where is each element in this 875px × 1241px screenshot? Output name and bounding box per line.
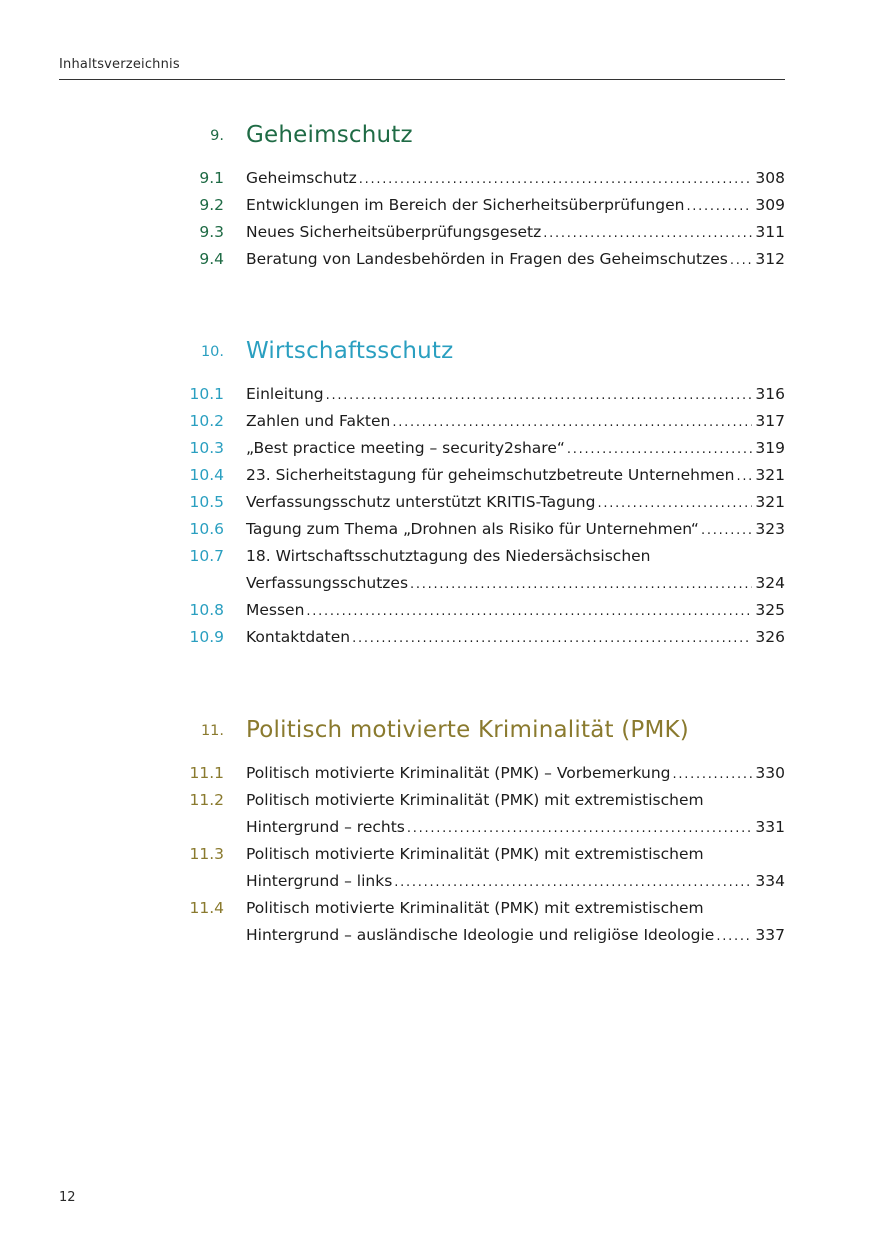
- toc-entry-title: Entwicklungen im Bereich der Sicherheitsüberprüfungen: [246, 196, 685, 214]
- toc-entry-title: Geheimschutz: [246, 169, 357, 187]
- toc-entry-body: [246, 895, 785, 949]
- toc-entry-page: 334: [755, 872, 785, 890]
- toc-entry-body: [246, 597, 785, 624]
- toc-entry[interactable]: [150, 624, 785, 651]
- toc-entry-line: [246, 489, 785, 516]
- toc-entry-title: Politisch motivierte Kriminalität (PMK) mit extremistischem: [246, 845, 704, 863]
- toc-entry-body: [246, 489, 785, 516]
- toc-entry-line: [246, 841, 785, 868]
- toc-entry-line: [246, 922, 785, 949]
- dot-leader: [407, 815, 753, 842]
- toc-entry-page: 323: [755, 520, 785, 538]
- toc-entry-body: [246, 408, 785, 435]
- toc-entry-page: 337: [755, 926, 785, 944]
- toc-entry-page: 324: [755, 574, 785, 592]
- chapter-number: 10.: [200, 344, 224, 360]
- toc-entry-page: 331: [755, 818, 785, 836]
- dot-leader: [543, 220, 752, 247]
- toc-entry[interactable]: [150, 543, 785, 597]
- toc-entry-line: [246, 462, 785, 489]
- toc-entry[interactable]: [150, 435, 785, 462]
- dot-leader: [701, 517, 752, 544]
- toc-entry[interactable]: [150, 841, 785, 895]
- toc-entry-number: 9.4: [199, 250, 224, 268]
- toc-entry-body: [246, 192, 785, 219]
- running-header: Inhaltsverzeichnis: [59, 57, 180, 72]
- toc-entry-line: [246, 814, 785, 841]
- toc-entry-title: Politisch motivierte Kriminalität (PMK) – Vorbemerkung: [246, 764, 671, 782]
- toc-entry-page: 326: [755, 628, 785, 646]
- toc-entry-page: 312: [755, 250, 785, 268]
- toc-entry-body: [246, 435, 785, 462]
- toc-entry-number: 11.4: [189, 899, 224, 917]
- toc-entry-number: 11.2: [189, 791, 224, 809]
- dot-leader: [352, 625, 752, 652]
- toc-entry-page: 325: [755, 601, 785, 619]
- toc-entry[interactable]: [150, 516, 785, 543]
- toc-entry-title: Verfassungsschutz unterstützt KRITIS-Tagung: [246, 493, 596, 511]
- dot-leader: [673, 761, 753, 788]
- toc-entry-line: [246, 246, 785, 273]
- dot-leader: [716, 923, 752, 950]
- dot-leader: [392, 409, 752, 436]
- dot-leader: [359, 166, 753, 193]
- toc-entry-title: Kontaktdaten: [246, 628, 351, 646]
- toc-entry-number: 10.3: [189, 439, 224, 457]
- toc-entry-page: 317: [755, 412, 785, 430]
- toc-entry-title: 18. Wirtschaftsschutztagung des Niedersächsischen: [246, 547, 651, 565]
- toc-entry-title: 23. Sicherheitstagung für geheimschutzbetreute Unternehmen: [246, 466, 735, 484]
- toc-entry-line: [246, 787, 785, 814]
- toc-entry[interactable]: [150, 787, 785, 841]
- toc-entry-line: [246, 624, 785, 651]
- toc-entry-body: [246, 624, 785, 651]
- toc-entry[interactable]: [150, 760, 785, 787]
- chapter-title[interactable]: Geheimschutz: [246, 122, 413, 148]
- toc-section-wirtschaftsschutz: [150, 328, 785, 651]
- toc-entry-line: [246, 165, 785, 192]
- toc-entry-title: Zahlen und Fakten: [246, 412, 391, 430]
- toc-entry[interactable]: [150, 895, 785, 949]
- toc-entry-title: Hintergrund – ausländische Ideologie und religiöse Ideologie: [246, 926, 715, 944]
- chapter-title[interactable]: Wirtschaftsschutz: [246, 338, 454, 364]
- toc-entry-title: „Best practice meeting – security2share“: [246, 439, 565, 457]
- toc-entry[interactable]: [150, 381, 785, 408]
- toc-entry-page: 311: [755, 223, 785, 241]
- toc-entry-number: 11.3: [189, 845, 224, 863]
- toc-entry-page: 309: [755, 196, 785, 214]
- toc-entry-list: [150, 165, 785, 273]
- toc-entry-title: Politisch motivierte Kriminalität (PMK) mit extremistischem: [246, 791, 704, 809]
- toc-entry-number: 9.2: [199, 196, 224, 214]
- toc-entry[interactable]: [150, 219, 785, 246]
- toc-entry-number: 10.7: [189, 547, 224, 565]
- toc-entry[interactable]: [150, 597, 785, 624]
- toc-entry-body: [246, 516, 785, 543]
- header-rule: [59, 79, 785, 80]
- toc-entry-line: [246, 381, 785, 408]
- toc-entry-title: Hintergrund – links: [246, 872, 393, 890]
- toc-entry-body: [246, 165, 785, 192]
- toc-entry-list: [150, 381, 785, 651]
- toc-section-geheimschutz: [150, 112, 785, 273]
- toc-entry-number: 10.9: [189, 628, 224, 646]
- toc-entry-title: Tagung zum Thema „Drohnen als Risiko für Unternehmen“: [246, 520, 699, 538]
- page-number: 12: [59, 1190, 76, 1205]
- toc-entry-body: [246, 462, 785, 489]
- chapter-heading: [150, 328, 785, 368]
- dot-leader: [306, 598, 752, 625]
- toc-entry-page: 308: [755, 169, 785, 187]
- dot-leader: [326, 382, 753, 409]
- toc-entry-line: [246, 570, 785, 597]
- chapter-number: 9.: [210, 128, 224, 144]
- toc-entry[interactable]: [150, 192, 785, 219]
- toc-entry-body: [246, 760, 785, 787]
- toc-entry-number: 10.8: [189, 601, 224, 619]
- toc-entry-number: 11.1: [189, 764, 224, 782]
- toc-entry[interactable]: [150, 246, 785, 273]
- toc-entry-page: 319: [755, 439, 785, 457]
- toc-entry-number: 9.3: [199, 223, 224, 241]
- toc-entry[interactable]: [150, 165, 785, 192]
- toc-entry[interactable]: [150, 408, 785, 435]
- toc-entry-page: 330: [755, 764, 785, 782]
- toc-entry-number: 10.6: [189, 520, 224, 538]
- toc-entry-number: 10.5: [189, 493, 224, 511]
- toc-entry-page: 321: [755, 493, 785, 511]
- dot-leader: [597, 490, 752, 517]
- toc-entry-page: 321: [755, 466, 785, 484]
- toc-entry-body: [246, 841, 785, 895]
- toc-entry-line: [246, 435, 785, 462]
- toc-entry[interactable]: [150, 489, 785, 516]
- dot-leader: [410, 571, 752, 598]
- dot-leader: [394, 869, 752, 896]
- dot-leader: [567, 436, 753, 463]
- dot-leader: [730, 247, 753, 274]
- toc-entry-title: Einleitung: [246, 385, 324, 403]
- toc-entry-line: [246, 760, 785, 787]
- dot-leader: [686, 193, 752, 220]
- toc-entry-body: [246, 246, 785, 273]
- toc-entry-body: [246, 219, 785, 246]
- chapter-heading: [150, 707, 785, 747]
- toc-entry-line: [246, 868, 785, 895]
- chapter-heading: [150, 112, 785, 152]
- chapter-title[interactable]: Politisch motivierte Kriminalität (PMK): [246, 717, 689, 743]
- toc-entry-list: [150, 760, 785, 949]
- toc-entry-body: [246, 787, 785, 841]
- toc-entry-title: Politisch motivierte Kriminalität (PMK) mit extremistischem: [246, 899, 704, 917]
- toc-entry-line: [246, 895, 785, 922]
- toc-entry-number: 10.2: [189, 412, 224, 430]
- toc-entry-title: Hintergrund – rechts: [246, 818, 405, 836]
- dot-leader: [736, 463, 752, 490]
- toc-entry-number: 10.4: [189, 466, 224, 484]
- toc-entry-body: [246, 381, 785, 408]
- toc-entry[interactable]: [150, 462, 785, 489]
- toc-entry-line: [246, 597, 785, 624]
- toc-entry-number: 10.1: [189, 385, 224, 403]
- toc-entry-line: [246, 516, 785, 543]
- toc-entry-line: [246, 543, 785, 570]
- toc-section-pmk: [150, 707, 785, 949]
- toc-entry-title: Beratung von Landesbehörden in Fragen des Geheimschutzes: [246, 250, 728, 268]
- toc-entry-line: [246, 192, 785, 219]
- toc-entry-page: 316: [755, 385, 785, 403]
- chapter-number: 11.: [200, 723, 224, 739]
- toc-entry-line: [246, 408, 785, 435]
- toc-entry-title: Neues Sicherheitsüberprüfungsgesetz: [246, 223, 542, 241]
- toc-entry-title: Verfassungsschutzes: [246, 574, 409, 592]
- toc-entry-number: 9.1: [199, 169, 224, 187]
- toc-entry-body: [246, 543, 785, 597]
- toc-entry-line: [246, 219, 785, 246]
- toc-entry-title: Messen: [246, 601, 305, 619]
